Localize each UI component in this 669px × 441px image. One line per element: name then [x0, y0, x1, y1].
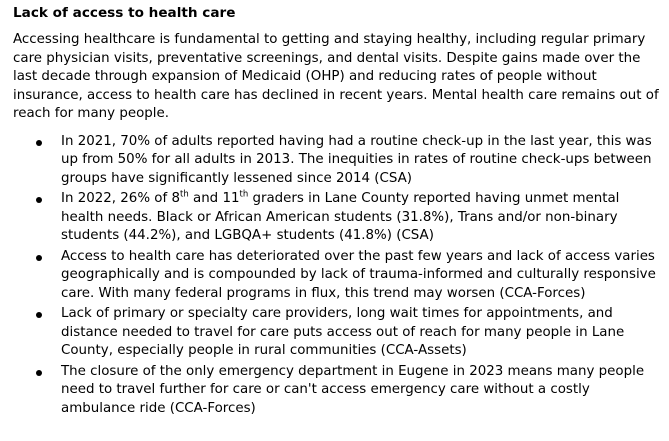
bullet-icon — [36, 312, 42, 318]
bullet-item-access-deteriorated — [61, 248, 659, 304]
bullet-item-provider-shortage — [61, 305, 659, 361]
bullet-list — [13, 133, 659, 419]
intro-paragraph: Accessing healthcare is fundamental to getting and staying healthy, including regular primary care physician visits, preventative screenings, and dental visits. Despite gains made over the last decade through expansion of Medicaid (OHP) and reducing rates of people without insurance, access to health care has declined in recent years. Mental health care remains out of reach for many people. — [13, 32, 659, 121]
bullet-text: Access to health care has deteriorated over the past few years and lack of access varies geographically and is compounded by lack of trauma-informed and culturally responsive care. With many federal programs in flux, this trend may worsen (CCA-Forces) — [61, 248, 656, 301]
bullet-icon — [36, 255, 42, 261]
bullet-text: Lack of primary or specialty care providers, long wait times for appointments, and distance needed to travel for care puts access out of reach for many people in Lane County, especially people in rural communities (CCA-Assets) — [61, 306, 625, 358]
bullet-item-emergency-closure — [61, 363, 659, 419]
ordinal-suffix: th — [239, 189, 249, 200]
ordinal-suffix: th — [180, 189, 189, 200]
bullet-text: The closure of the only emergency department in Eugene in 2023 means many people need to travel further for care or can't access emergency care without a costly ambulance ride (CCA-Forces) — [61, 363, 645, 416]
bullet-icon — [36, 197, 42, 203]
bullet-text: In 2021, 70% of adults reported having had a routine check-up in the last year, this was up from 50% for all adults in 2013. The inequities in rates of routine check-ups between groups have significantly lessened since 2014 (CSA) — [61, 133, 652, 186]
bullet-item-routine-checkups — [61, 133, 659, 189]
bullet-item-mental-health — [61, 190, 659, 246]
bullet-text: In 2022, 26% of 8th and 11th graders in Lane County reported having unmet mental health needs. Black or African American students (31.8%), Trans and/or non-binary students (44.2%), and LGBQA+ students (41.8%) (CSA) — [61, 189, 620, 243]
bullet-icon — [36, 370, 42, 376]
section-heading: Lack of access to health care — [13, 5, 236, 21]
bullet-icon — [36, 140, 42, 146]
